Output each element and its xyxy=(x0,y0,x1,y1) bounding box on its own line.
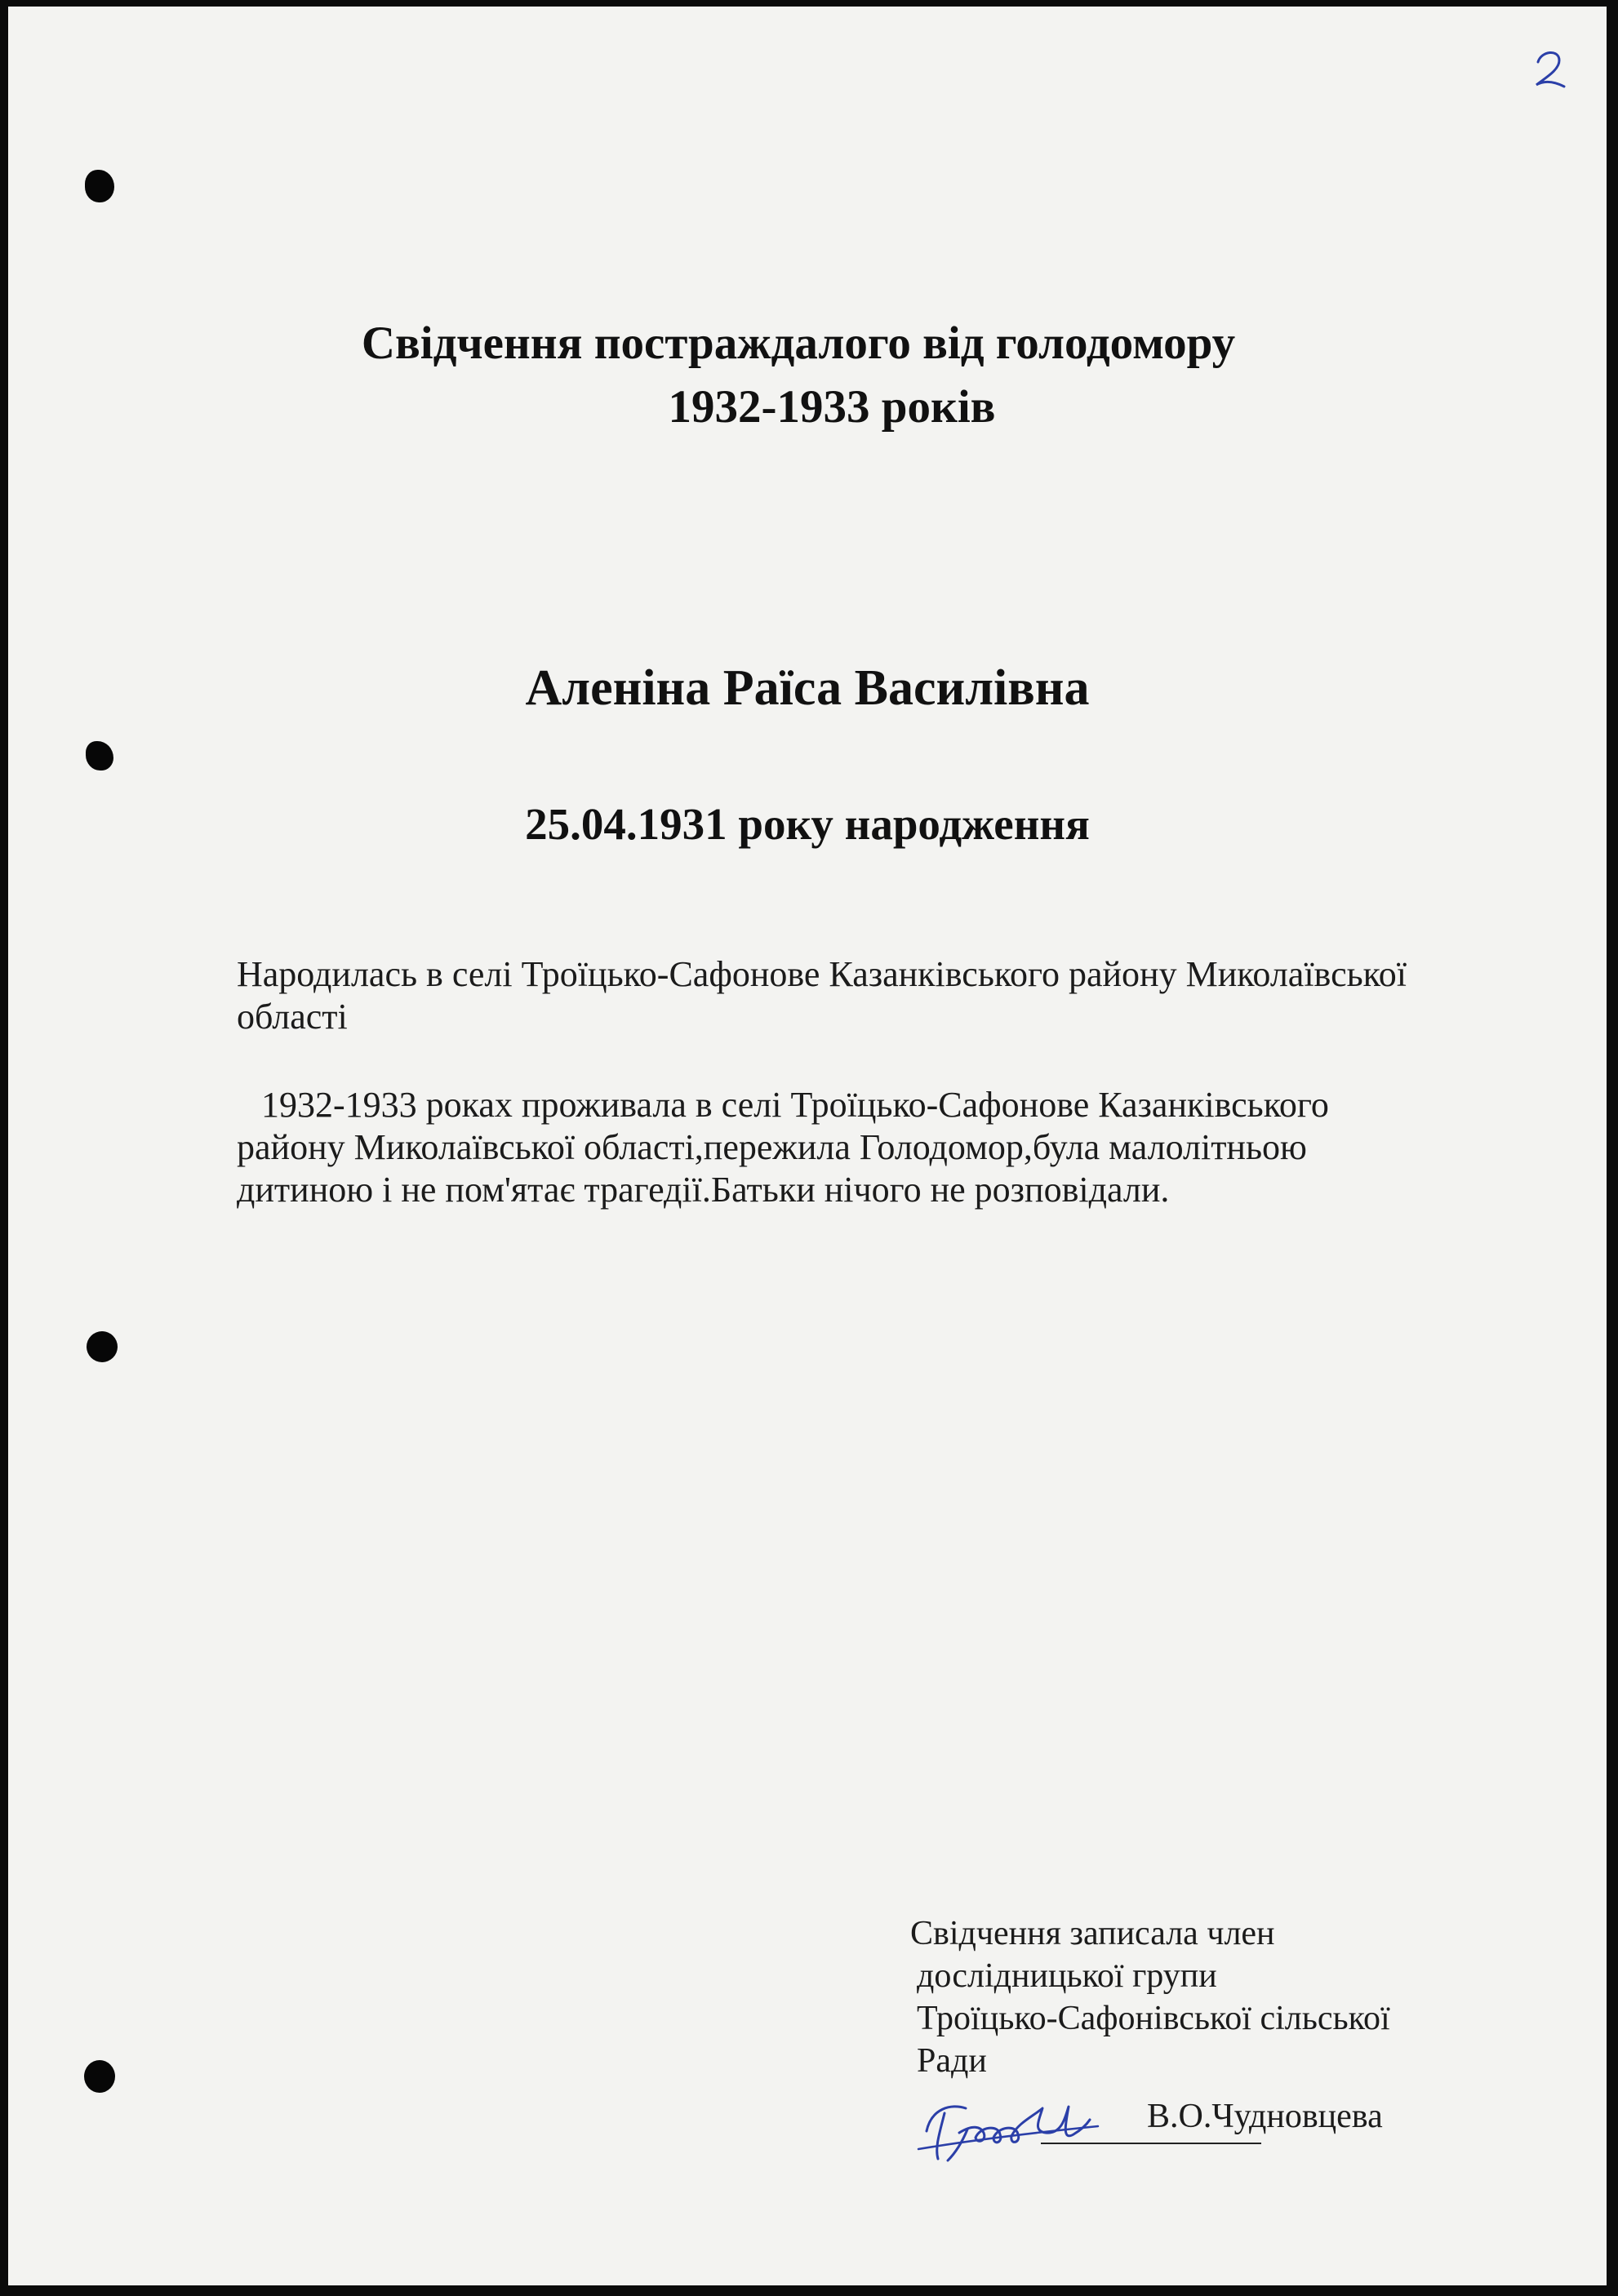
paragraph-line: області xyxy=(237,997,348,1037)
handwritten-signature xyxy=(902,2084,1180,2165)
birthplace-paragraph xyxy=(237,953,1510,1038)
recorder-line: Ради xyxy=(917,2042,987,2080)
paragraph-line: району Миколаївської області,пережила Голодомор,була малолітньою xyxy=(237,1127,1307,1167)
punch-hole xyxy=(84,2060,115,2093)
punch-hole xyxy=(85,170,114,202)
recorder-line: Свідчення записала член xyxy=(910,1915,1275,1952)
paragraph-line: Народилась в селі Троїцько-Сафонове Казанківського району Миколаївської xyxy=(237,954,1407,994)
signature-underline xyxy=(1041,2143,1261,2144)
paragraph-line: 1932-1933 роках проживала в селі Троїцько-Сафонове Казанківського xyxy=(261,1085,1329,1125)
document-title-years: 1932-1933 років xyxy=(668,381,996,433)
recorder-line: Троїцько-Сафонівської сільської xyxy=(917,2000,1390,2037)
birth-date: 25.04.1931 року народження xyxy=(525,799,1090,849)
person-name: Аленіна Раїса Василівна xyxy=(525,660,1090,716)
document-page xyxy=(8,7,1607,2285)
paragraph-line: дитиною і не пом'ятає трагедії.Батьки нічого не розповідали. xyxy=(237,1170,1170,1210)
recorder-line: дослідницької групи xyxy=(917,1957,1217,1995)
recorder-block xyxy=(910,1912,1547,2082)
testimony-paragraph xyxy=(237,1084,1510,1211)
signature-row xyxy=(902,2084,1555,2165)
document-title: Свідчення постраждалого від голодомору xyxy=(361,318,1236,369)
signer-name: В.О.Чудновцева xyxy=(1147,2098,1383,2135)
handwritten-page-number xyxy=(1527,39,1584,96)
punch-hole xyxy=(87,1331,118,1362)
punch-hole xyxy=(86,741,113,771)
